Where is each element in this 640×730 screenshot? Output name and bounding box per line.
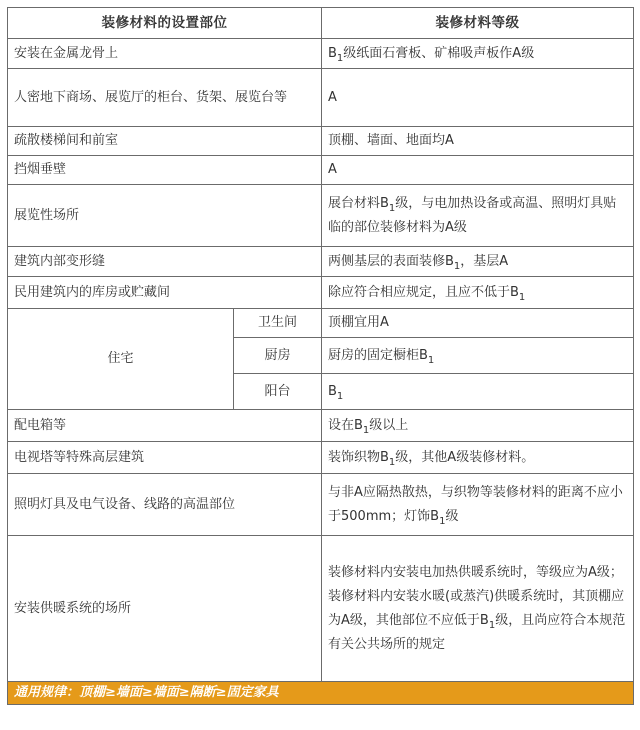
row-location: 安装在金属龙骨上: [8, 39, 322, 69]
residence-kitchen-label: 厨房: [234, 338, 322, 374]
table-row: [8, 442, 634, 474]
residence-kitchen-grade: 厨房的固定橱柜$B_1$: [322, 338, 634, 374]
header-location: 装修材料的设置部位: [8, 8, 322, 39]
table-row: [8, 309, 634, 338]
row-grade: 设在$B_1$级以上: [322, 410, 634, 442]
row-location: 配电箱等: [8, 410, 322, 442]
table-row: [8, 277, 634, 309]
row-grade: 装饰织物$B_1$级，其他A级装修材料。: [322, 442, 634, 474]
row-grade: A: [322, 69, 634, 127]
residence-label: 住宅: [8, 309, 234, 410]
row-location: 人密地下商场、展览厅的柜台、货架、展览台等: [8, 69, 322, 127]
row-location: 挡烟垂壁: [8, 156, 322, 185]
residence-balcony-label: 阳台: [234, 374, 322, 410]
row-location: 展览性场所: [8, 185, 322, 247]
table-row: [8, 410, 634, 442]
table-row: [8, 185, 634, 247]
row-location: 疏散楼梯间和前室: [8, 127, 322, 156]
row-grade: 与非A应隔热散热，与织物等装修材料的距离不应小于500mm；灯饰$B_1$级: [322, 474, 634, 536]
table-row: [8, 474, 634, 536]
residence-balcony-grade: $B_1$: [322, 374, 634, 410]
table-row: [8, 39, 634, 69]
residence-bath-grade: 顶棚宜用A: [322, 309, 634, 338]
table-header-row: [8, 8, 634, 39]
footer-text: 通用规律：顶棚≥墙面≥墙面≥隔断≥固定家具: [14, 685, 279, 700]
row-location: 民用建筑内的库房或贮藏间: [8, 277, 322, 309]
row-location: 安装供暖系统的场所: [8, 536, 322, 682]
footer-rule: [8, 682, 634, 705]
row-grade: 两侧基层的表面装修$B_1$，基层A: [322, 247, 634, 277]
row-location: 建筑内部变形缝: [8, 247, 322, 277]
row-grade: 顶棚、墙面、地面均A: [322, 127, 634, 156]
row-grade: 展台材料$B_1$级，与电加热设备或高温、照明灯具贴临的部位装修材料为A级: [322, 185, 634, 247]
table-row: [8, 247, 634, 277]
row-location: 电视塔等特殊高层建筑: [8, 442, 322, 474]
row-grade: $B_1$级纸面石膏板、矿棉吸声板作A级: [322, 39, 634, 69]
table-row: [8, 536, 634, 682]
table-row: [8, 156, 634, 185]
row-grade: A: [322, 156, 634, 185]
footer-row: [8, 682, 634, 705]
row-location: 照明灯具及电气设备、线路的高温部位: [8, 474, 322, 536]
decoration-material-table: [7, 7, 634, 705]
header-grade: 装修材料等级: [322, 8, 634, 39]
row-grade: 除应符合相应规定，且应不低于$B_1$: [322, 277, 634, 309]
table-row: [8, 127, 634, 156]
row-grade: 装修材料内安装电加热供暖系统时，等级应为A级；装修材料内安装水暖(或蒸汽)供暖系统时，其顶棚应为A级，其他部位不应低于$B_1$级，且尚应符合本规范有关公共场所的规定: [322, 536, 634, 682]
residence-bath-label: 卫生间: [234, 309, 322, 338]
table-row: [8, 69, 634, 127]
